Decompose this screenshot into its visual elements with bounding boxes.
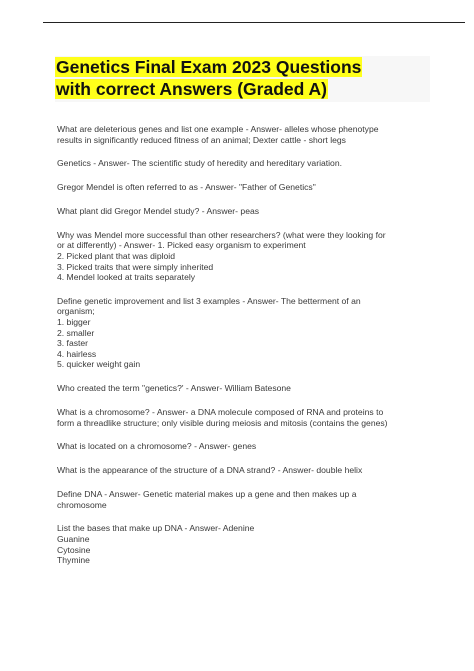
page-title-line-2: with correct Answers (Graded A) bbox=[56, 79, 327, 99]
qa-entry bbox=[57, 489, 437, 510]
qa-entry-line: form a threadlike structure; only visible during meiosis and mitosis (contains the genes) bbox=[57, 417, 388, 428]
qa-entry bbox=[57, 296, 437, 370]
qa-entry-line: What are deleterious genes and list one example - Answer- alleles whose phenotype bbox=[57, 124, 379, 134]
qa-entry bbox=[57, 158, 437, 169]
qa-entry-line: Cytosine bbox=[57, 544, 91, 555]
qa-entry-line: 4. hairless bbox=[57, 348, 97, 359]
page-title-line-1: Genetics Final Exam 2023 Questions bbox=[56, 57, 362, 77]
qa-entry bbox=[57, 407, 437, 428]
qa-entry bbox=[57, 124, 437, 145]
qa-entry-line: What plant did Gregor Mendel study? - Answer- peas bbox=[57, 205, 260, 216]
qa-entry-line: 5. quicker weight gain bbox=[57, 359, 141, 370]
qa-entry bbox=[57, 230, 437, 283]
qa-entry-line: What is a chromosome? - Answer- a DNA molecule composed of RNA and proteins to bbox=[57, 407, 384, 417]
qa-entry bbox=[57, 441, 437, 452]
qa-entry-line: 3. Picked traits that were simply inherited bbox=[57, 261, 214, 272]
qa-entry-line: What is located on a chromosome? - Answer- genes bbox=[57, 441, 257, 452]
qa-entry-line: Who created the term "genetics?' - Answer- William Batesone bbox=[57, 383, 291, 394]
title-row-2 bbox=[55, 78, 430, 100]
qa-entry-line: Genetics - Answer- The scientific study of heredity and hereditary variation. bbox=[57, 158, 343, 169]
qa-entry-line: Gregor Mendel is often referred to as - Answer- "Father of Genetics" bbox=[57, 182, 316, 193]
qa-entry-line: chromosome bbox=[57, 499, 107, 510]
title-row-1 bbox=[55, 56, 430, 78]
qa-entry-line: Guanine bbox=[57, 533, 90, 544]
qa-entry-line: organism; bbox=[57, 306, 95, 317]
qa-entry-line: Define DNA - Answer- Genetic material makes up a gene and then makes up a bbox=[57, 488, 357, 499]
qa-entry bbox=[57, 182, 437, 193]
qa-entry-line: or at differently) - Answer- 1. Picked easy organism to experiment bbox=[57, 240, 306, 251]
qa-entry bbox=[57, 206, 437, 217]
qa-entry-line: List the bases that make up DNA - Answer- Adenine bbox=[57, 523, 255, 534]
qa-entry-line: Why was Mendel more successful than other researchers? (what were they looking for bbox=[57, 229, 386, 240]
qa-entry-line: Define genetic improvement and list 3 examples - Answer- The betterment of an bbox=[57, 295, 361, 306]
header-rule bbox=[43, 22, 465, 23]
qa-entry-line: Thymine bbox=[57, 555, 90, 566]
qa-entry bbox=[57, 523, 437, 565]
qa-entry-line: results in significantly reduced fitness of an animal; Dexter cattle - short legs bbox=[57, 134, 346, 145]
qa-entry bbox=[57, 383, 437, 394]
qa-entry-line: 2. smaller bbox=[57, 327, 95, 338]
qa-entry-line: 4. Mendel looked at traits separately bbox=[57, 272, 196, 283]
qa-entry-line: 2. Picked plant that was diploid bbox=[57, 250, 175, 261]
qa-entry bbox=[57, 465, 437, 476]
qa-entry-line: What is the appearance of the structure of a DNA strand? - Answer- double helix bbox=[57, 465, 363, 476]
qa-list bbox=[57, 124, 437, 579]
qa-entry-line: 3. faster bbox=[57, 338, 89, 349]
qa-entry-line: 1. bigger bbox=[57, 317, 91, 328]
title-block bbox=[55, 56, 430, 102]
